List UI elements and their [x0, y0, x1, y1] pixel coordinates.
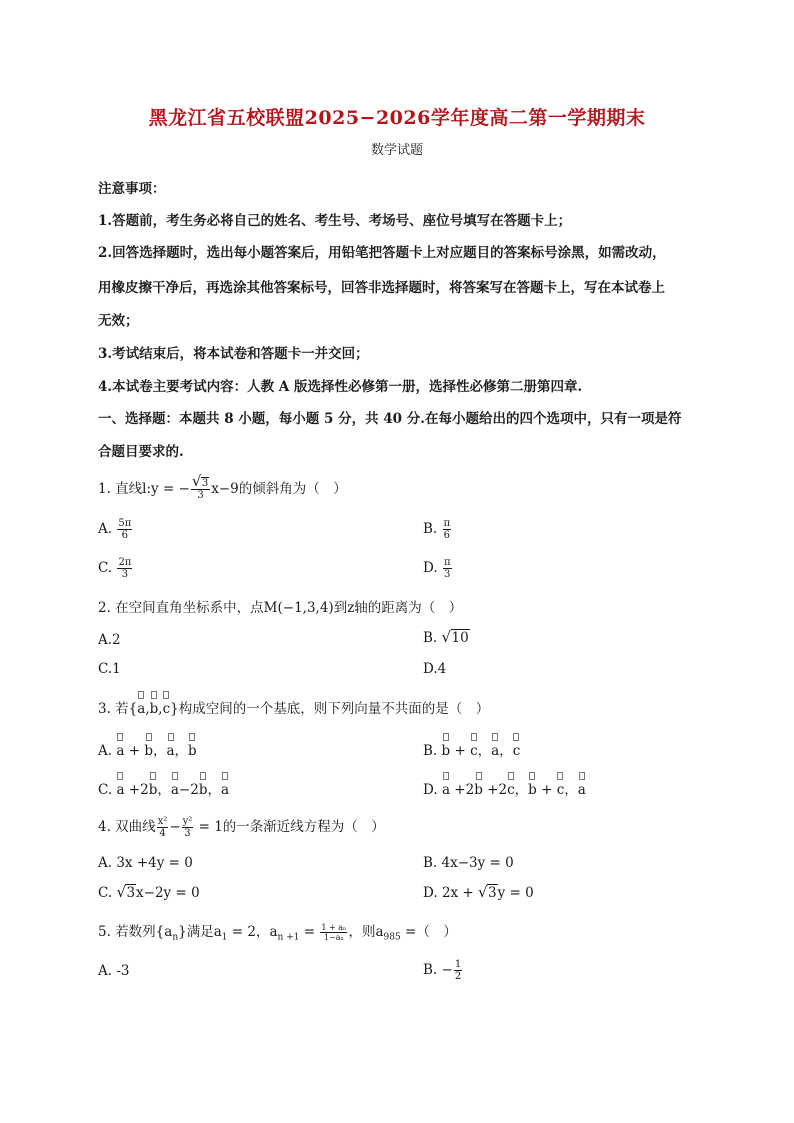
q3-option-a[interactable]: A. a + b，a，b [98, 743, 197, 759]
q5-fraction: $\frac{\text{1 + aₙ}}{\text{1−aₙ}}$ [321, 923, 347, 942]
notice-line-1: 1.答题前，考生务必将自己的姓名、考生号、考场号、座位号填写在答题卡上； [98, 213, 572, 229]
q4-option-d[interactable]: D. 2x + √ 3y = 0 [423, 885, 534, 901]
q2-sqrt: √ 10 [442, 630, 470, 646]
q2-option-c[interactable]: C.1 [98, 661, 121, 677]
q4-fraction-y: $\frac{\text{y²}}{3}$ [182, 816, 193, 839]
vector-b: b [149, 701, 159, 717]
q5-option-a[interactable]: A. -3 [98, 963, 130, 979]
section-heading-line-2: 合题目要求的. [98, 444, 184, 460]
q1-fraction: √ $\frac{3}{3}$ [191, 478, 210, 501]
q4d-sqrt: √ 3 [478, 885, 498, 901]
notice-line-2b: 用橡皮擦干净后，再选涂其他答案标号，回答非选择题时，将答案写在答题卡上，写在本试卷上 [98, 280, 665, 296]
notice-line-2c: 无效； [98, 313, 139, 329]
q1-option-c[interactable]: C. $\frac{2\pi}{3}$ [98, 557, 132, 580]
notice-line-4: 4.本试卷主要考试内容：人教 A 版选择性必修第一册，选择性必修第二册第四章. [98, 379, 583, 395]
vector-a: a [137, 701, 146, 717]
q2-option-d[interactable]: D.4 [423, 661, 447, 677]
q2-option-a[interactable]: A.2 [98, 632, 121, 648]
q4c-sqrt: √ 3 [116, 885, 136, 901]
q4-option-c[interactable]: C. √ 3x−2y = 0 [98, 885, 200, 901]
section-heading-line-1: 一、选择题：本题共 8 小题，每小题 5 分，共 40 分.在每小题给出的四个选项中，只有一项是符 [98, 411, 682, 427]
subject-title: 数学试题 [370, 143, 423, 158]
notice-heading: 注意事项： [98, 181, 166, 197]
question-5-stem: 5. 若数列$\{a_n\}$满足$a_1 = 2$，$a_{n +1}$ = $\frac{\text{1 + aₙ}}{\text{1−aₙ}}$ ，则$a_{985}$ =（ ） [98, 923, 457, 943]
q1-stem-pre: 1. 直线l:y = − [98, 481, 190, 497]
q2-option-b[interactable]: B. √ 10 [423, 630, 470, 646]
notice-line-3: 3.考试结束后，将本试卷和答题卡一并交回； [98, 346, 369, 362]
q1-stem-post: x−9的倾斜角为（ ） [211, 481, 347, 497]
q4-fraction-x: $\frac{\text{x²}}{4}$ [157, 816, 168, 839]
question-2-stem: 2. 在空间直角坐标系中，点M(−1,3,4)到z轴的距离为（ ） [98, 600, 463, 616]
notice-line-2a: 2.回答选择题时，选出每小题答案后，用铅笔把答题卡上对应题目的答案标号涂黑，如需改动， [98, 245, 666, 261]
q1-option-a[interactable]: A. $\frac{5\pi}{6}$ [98, 518, 132, 541]
q4-option-b[interactable]: B. 4x−3y = 0 [423, 855, 514, 871]
question-4-stem: 4. 双曲线 $\frac{\text{x²}}{4}$ − $\frac{\text{y²}}{3}$ = 1的一条渐近线方程为（ ） [98, 816, 385, 839]
q1-sqrt: √ 3 [192, 478, 209, 489]
q1-option-d[interactable]: D. $\frac{\pi}{3}$ [423, 557, 451, 580]
page-title: 黑龙江省五校联盟2025−2026学年度高二第一学期期末 [148, 107, 646, 129]
q3-option-c[interactable]: C. a +2b，a−2b，a [98, 782, 230, 798]
vector-c: c [162, 701, 171, 717]
question-3-stem: 3. 若{a,b,c}构成空间的一个基底，则下列向量不共面的是（ ） [98, 701, 490, 717]
q5-option-b[interactable]: B. − $\frac{1}{2}$ [423, 959, 462, 982]
question-1-stem [98, 477, 347, 501]
q4-option-a[interactable]: A. 3x +4y = 0 [98, 855, 193, 871]
q3-option-d[interactable]: D. a +2b +2c，b + c，a [423, 782, 586, 798]
q1-option-b[interactable]: B. $\frac{\pi}{6}$ [423, 518, 451, 541]
q3-option-b[interactable]: B. b + c，a，c [423, 743, 521, 759]
